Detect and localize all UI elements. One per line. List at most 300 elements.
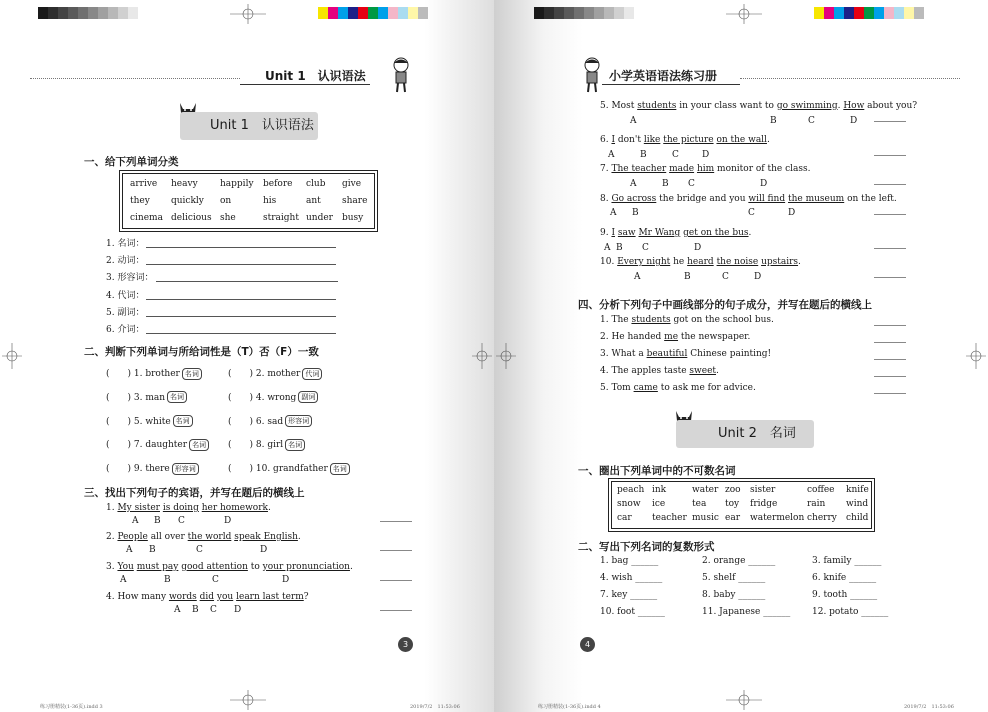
section-heading: 一、给下列单词分类 — [84, 156, 179, 168]
question-part: her homework — [201, 503, 268, 513]
question-part: I — [611, 135, 616, 145]
question-part: the museum — [788, 194, 845, 204]
section-heading: 三、找出下列句子的宾语，并写在题后的横线上 — [84, 487, 305, 499]
grid-word: ice — [652, 499, 666, 509]
answer-line — [146, 333, 336, 334]
question-part: like — [643, 135, 661, 145]
answer-line — [380, 550, 412, 551]
judge-text: ( ) 4. wrong — [228, 392, 297, 403]
question-number: 1. — [106, 503, 118, 513]
color-swatch — [904, 7, 914, 19]
grid-word: peach — [617, 485, 645, 495]
option-letter: B — [632, 208, 639, 218]
grid-word: delicious — [171, 213, 212, 223]
judge-text: ( ) 1. brother — [106, 369, 180, 379]
footer-date: 2019/7/2 11:53:06 — [410, 704, 460, 710]
question-number: 3. — [106, 562, 118, 572]
plural-item: 4. wish ______ — [600, 573, 663, 583]
component-text: . — [716, 366, 719, 376]
answer-line — [380, 580, 412, 581]
question-part: . — [267, 503, 271, 513]
question-part: on the left. — [844, 194, 897, 204]
component-text: 2. He handed — [600, 332, 665, 342]
question-part: . — [297, 532, 301, 542]
footer-file: 练习册精装(1-36页).indd 3 — [40, 704, 103, 710]
answer-line — [146, 316, 336, 317]
answer-line — [874, 121, 906, 122]
question-part: good attention — [181, 562, 248, 572]
grid-word: under — [306, 213, 333, 223]
question-part: heard — [687, 257, 714, 267]
classify-label: 5. 副词： — [106, 307, 145, 318]
crop-mark — [726, 4, 762, 28]
color-swatch — [814, 7, 824, 19]
color-swatch — [328, 7, 338, 19]
pos-tag: 副词 — [298, 391, 318, 403]
judge-text: ( ) 6. sad — [228, 416, 284, 427]
question-number: 10. — [600, 257, 618, 267]
question-part: I — [611, 228, 616, 238]
option-letter: B — [770, 116, 777, 126]
grid-word: zoo — [725, 485, 741, 495]
component-text: got on the school bus. — [670, 315, 774, 325]
question — [600, 194, 897, 204]
judge-item — [228, 437, 305, 451]
grid-word: cherry — [807, 513, 837, 523]
section-heading: 一、圈出下列单词中的不可数名词 — [578, 465, 736, 477]
section-heading: 二、写出下列名词的复数形式 — [578, 541, 715, 553]
section-heading: 四、分析下列句子中画线部分的句子成分，并写在题后的横线上 — [578, 299, 872, 311]
grid-word: ant — [306, 196, 321, 206]
color-swatch — [824, 7, 834, 19]
option-letter: D — [260, 545, 268, 555]
question-part: go swimming — [776, 101, 838, 111]
option-letter: D — [788, 208, 796, 218]
option-letter: C — [642, 243, 649, 253]
question-part: the world — [187, 532, 232, 542]
pos-tag: 形容词 — [172, 463, 199, 475]
question-part: all over — [147, 532, 188, 542]
question-part: . — [766, 135, 770, 145]
color-strip — [814, 7, 924, 19]
option-letter: A — [132, 516, 139, 526]
judge-item — [106, 461, 199, 475]
color-swatch — [914, 7, 924, 19]
question-part: is doing — [162, 503, 199, 513]
judge-text: ( ) 8. girl — [228, 440, 284, 451]
right-page — [494, 0, 988, 712]
color-swatch — [624, 7, 634, 19]
color-swatch — [68, 7, 78, 19]
color-swatch — [554, 7, 564, 19]
judge-text: ( ) 2. mother — [228, 369, 301, 379]
option-letter: D — [754, 272, 762, 282]
classify-label: 2. 动词： — [106, 256, 145, 267]
component-item — [600, 332, 750, 342]
color-swatch — [48, 7, 58, 19]
option-letter: A — [634, 272, 641, 282]
answer-line — [874, 359, 906, 360]
pos-tag: 代词 — [302, 368, 322, 380]
color-swatch — [418, 7, 428, 19]
question-part: on the wall — [716, 135, 767, 145]
color-swatch — [318, 7, 328, 19]
crop-mark — [230, 690, 266, 712]
question — [106, 532, 301, 542]
question-number: 4. — [106, 592, 118, 602]
question — [106, 562, 353, 572]
grid-word: ink — [652, 485, 667, 495]
judge-item — [106, 390, 187, 404]
grid-word: cinema — [130, 213, 163, 223]
question-part: must pay — [136, 562, 179, 572]
header-dotline — [30, 78, 240, 79]
grid-word: ear — [725, 513, 740, 523]
question-number: 6. — [600, 135, 612, 145]
plural-item: 5. shelf ______ — [702, 573, 766, 583]
component-underlined: came — [633, 383, 658, 393]
question — [600, 164, 810, 174]
option-letter: B — [149, 545, 156, 555]
crop-mark — [496, 343, 516, 373]
classify-label: 6. 介词： — [106, 325, 145, 335]
option-letter: A — [630, 179, 637, 189]
pos-tag: 形容词 — [285, 415, 312, 427]
pos-tag: 名词 — [173, 415, 193, 427]
grid-word: knife — [846, 485, 869, 495]
question-part: the picture — [663, 135, 714, 145]
option-letter: B — [154, 516, 161, 526]
answer-line — [874, 393, 906, 394]
component-text: 5. Tom — [600, 383, 634, 393]
component-item — [600, 349, 771, 359]
question-number: 8. — [600, 194, 612, 204]
classify-label: 3. 形容词： — [106, 273, 154, 284]
grid-word: rain — [807, 499, 826, 509]
question-part: about you? — [864, 101, 918, 111]
option-letter: C — [210, 605, 217, 615]
option-letter: A — [604, 243, 611, 253]
color-swatch — [854, 7, 864, 19]
plural-item: 6. knife ______ — [812, 573, 877, 583]
page-header-title: Unit 1 认识语法 — [265, 69, 366, 83]
crop-mark — [2, 343, 22, 373]
grid-word: watermelon — [750, 513, 805, 523]
question-part: Go across — [611, 194, 657, 204]
question — [600, 101, 917, 111]
unit-banner: Unit 1 认识语法 — [180, 112, 318, 140]
pos-tag: 名词 — [167, 391, 187, 403]
question — [600, 228, 751, 238]
question-part: . — [798, 257, 801, 267]
color-swatch — [98, 7, 108, 19]
grid-word: snow — [617, 499, 641, 509]
question-part: . — [349, 562, 353, 572]
question-part: speak English — [234, 532, 298, 542]
color-swatch — [574, 7, 584, 19]
component-item — [600, 383, 756, 393]
option-letter: D — [760, 179, 768, 189]
option-letter: A — [174, 605, 181, 615]
color-swatch — [358, 7, 368, 19]
option-letter: D — [234, 605, 242, 615]
registration-strip — [38, 7, 138, 19]
question-part: You — [117, 562, 134, 572]
question-number: 7. — [600, 164, 612, 174]
component-underlined: sweet — [689, 366, 717, 376]
pos-tag: 名词 — [330, 463, 350, 475]
word-grid — [122, 173, 375, 229]
plural-item: 12. potato ______ — [812, 607, 889, 617]
color-swatch — [408, 7, 418, 19]
grid-word: water — [692, 485, 719, 495]
option-letter: C — [748, 208, 755, 218]
answer-line — [874, 155, 906, 156]
unit-banner: Unit 2 名词 — [676, 420, 814, 448]
question-part: your pronunciation — [262, 562, 350, 572]
judge-text: ( ) 9. there — [106, 464, 170, 475]
question-part: The teacher — [611, 164, 667, 174]
question-part: ? — [303, 592, 309, 602]
component-item — [600, 366, 719, 376]
option-letter: B — [684, 272, 691, 282]
answer-line — [874, 277, 906, 278]
answer-line — [874, 376, 906, 377]
question-part: made — [669, 164, 695, 174]
grid-word: she — [220, 213, 236, 223]
question-part: don't — [615, 135, 644, 145]
option-letter: C — [672, 150, 679, 160]
option-letter: C — [212, 575, 219, 585]
grid-word: sister — [750, 485, 776, 495]
color-swatch — [564, 7, 574, 19]
color-swatch — [118, 7, 128, 19]
grid-word: they — [130, 196, 150, 206]
color-swatch — [534, 7, 544, 19]
grid-word: tea — [692, 499, 707, 509]
component-text: to ask me for advice. — [657, 383, 756, 393]
pos-tag: 名词 — [285, 439, 305, 451]
question-part: the noise — [716, 257, 759, 267]
section-heading: 二、判断下列单词与所给词性是（T）否（F）一致 — [84, 346, 319, 358]
question-part: People — [117, 532, 148, 542]
classify-label: 1. 名词： — [106, 239, 145, 249]
color-swatch — [584, 7, 594, 19]
grid-word: arrive — [130, 179, 158, 189]
color-swatch — [864, 7, 874, 19]
header-dotline — [740, 78, 960, 79]
question — [600, 135, 770, 145]
boy-mascot-icon — [389, 55, 413, 99]
judge-text: ( ) 3. man — [106, 392, 166, 403]
page-number: 3 — [398, 637, 413, 652]
answer-line — [874, 342, 906, 343]
plural-item: 3. family ______ — [812, 556, 882, 566]
judge-item — [228, 390, 318, 404]
plural-item: 7. key ______ — [600, 590, 658, 600]
question-part: to — [247, 562, 263, 572]
question-part: . — [748, 228, 752, 238]
option-letter: B — [662, 179, 669, 189]
color-swatch — [128, 7, 138, 19]
option-letter: B — [192, 605, 199, 615]
plural-item: 9. tooth ______ — [812, 590, 878, 600]
grid-word: happily — [220, 179, 254, 189]
question-part: did — [199, 592, 215, 602]
option-letter: D — [224, 516, 232, 526]
color-swatch — [594, 7, 604, 19]
question-part: in your class want to — [676, 101, 777, 111]
judge-item — [228, 366, 322, 380]
question-part: get on the bus — [683, 228, 749, 238]
component-text: 3. What a — [600, 349, 647, 359]
grid-word: give — [342, 179, 362, 189]
question — [106, 592, 309, 602]
color-swatch — [78, 7, 88, 19]
color-swatch — [378, 7, 388, 19]
answer-line — [874, 325, 906, 326]
color-swatch — [348, 7, 358, 19]
question-part: Most — [611, 101, 638, 111]
answer-line — [146, 264, 336, 265]
color-swatch — [398, 7, 408, 19]
grid-word: toy — [725, 499, 740, 509]
plural-item: 2. orange ______ — [702, 556, 776, 566]
grid-word: share — [342, 196, 368, 206]
question-part: him — [696, 164, 715, 174]
option-letter: C — [688, 179, 695, 189]
option-letter: B — [616, 243, 623, 253]
answer-line — [146, 247, 336, 248]
question-part: the bridge and you — [656, 194, 749, 204]
question — [600, 257, 801, 267]
option-letter: A — [610, 208, 617, 218]
option-letter: A — [126, 545, 133, 555]
registration-strip — [534, 7, 634, 19]
color-swatch — [388, 7, 398, 19]
question — [106, 503, 271, 513]
grid-word: heavy — [171, 179, 198, 189]
answer-line — [146, 299, 336, 300]
option-letter: D — [694, 243, 702, 253]
boy-mascot-icon — [580, 55, 604, 99]
crop-mark — [726, 690, 762, 712]
question-part: he — [670, 257, 688, 267]
color-swatch — [108, 7, 118, 19]
noun-grid — [611, 481, 872, 529]
judge-item — [228, 461, 350, 475]
grid-word: before — [263, 179, 293, 189]
option-letter: B — [640, 150, 647, 160]
color-swatch — [874, 7, 884, 19]
answer-line — [874, 184, 906, 185]
question-number: 9. — [600, 228, 612, 238]
color-swatch — [338, 7, 348, 19]
option-letter: C — [722, 272, 729, 282]
plural-item: 11. Japanese ______ — [702, 607, 791, 617]
classify-label: 4. 代词： — [106, 290, 145, 301]
color-swatch — [834, 7, 844, 19]
grid-word: club — [306, 179, 326, 189]
color-swatch — [614, 7, 624, 19]
answer-line — [874, 214, 906, 215]
component-item — [600, 315, 774, 325]
question-number: 2. — [106, 532, 118, 542]
grid-word: busy — [342, 213, 364, 223]
color-swatch — [604, 7, 614, 19]
grid-word: fridge — [750, 499, 778, 509]
question-part: you — [216, 592, 234, 602]
question-number: 5. — [600, 101, 612, 111]
question-part: My sister — [117, 503, 160, 513]
grid-word: coffee — [807, 485, 835, 495]
footer-date: 2019/7/2 11:53:06 — [904, 704, 954, 710]
crop-mark — [230, 4, 266, 28]
grid-word: quickly — [171, 196, 204, 206]
option-letter: D — [702, 150, 710, 160]
option-letter: A — [120, 575, 127, 585]
option-letter: D — [850, 116, 858, 126]
judge-item — [106, 437, 209, 451]
color-swatch — [88, 7, 98, 19]
crop-mark — [966, 343, 986, 373]
judge-item — [106, 366, 202, 380]
grid-word: straight — [263, 213, 299, 223]
answer-line — [380, 521, 412, 522]
question-part: Every night — [617, 257, 671, 267]
grid-word: car — [617, 513, 632, 523]
option-letter: C — [196, 545, 203, 555]
option-letter: A — [608, 150, 615, 160]
color-swatch — [58, 7, 68, 19]
answer-line — [380, 610, 412, 611]
page-header-title: 小学英语语法练习册 — [609, 69, 718, 83]
pos-tag: 名词 — [189, 439, 209, 451]
question-part: words — [168, 592, 197, 602]
option-letter: C — [178, 516, 185, 526]
question-part: saw — [617, 228, 636, 238]
question-part: will find — [748, 194, 786, 204]
option-letter: B — [164, 575, 171, 585]
judge-item — [106, 414, 193, 428]
footer-file: 练习册精装(1-36页).indd 4 — [538, 704, 601, 710]
color-swatch — [544, 7, 554, 19]
component-text: 1. The — [600, 315, 632, 325]
question-part: monitor of the class. — [714, 164, 811, 174]
plural-item: 10. foot ______ — [600, 607, 665, 617]
plural-item: 8. baby ______ — [702, 590, 766, 600]
option-letter: C — [808, 116, 815, 126]
judge-text: ( ) 7. daughter — [106, 440, 188, 451]
page-number: 4 — [580, 637, 595, 652]
question-part: How — [843, 101, 865, 111]
color-swatch — [884, 7, 894, 19]
grid-word: on — [220, 196, 232, 206]
crop-mark — [472, 343, 492, 373]
question-part: learn last term — [236, 592, 304, 602]
grid-word: music — [692, 513, 719, 523]
question-part: upstairs — [761, 257, 799, 267]
option-letter: A — [630, 116, 637, 126]
color-swatch — [844, 7, 854, 19]
component-underlined: beautiful — [646, 349, 688, 359]
component-underlined: students — [631, 315, 671, 325]
answer-line — [156, 281, 338, 282]
option-letter: D — [282, 575, 290, 585]
color-swatch — [38, 7, 48, 19]
color-strip — [318, 7, 428, 19]
grid-word: his — [263, 196, 277, 206]
